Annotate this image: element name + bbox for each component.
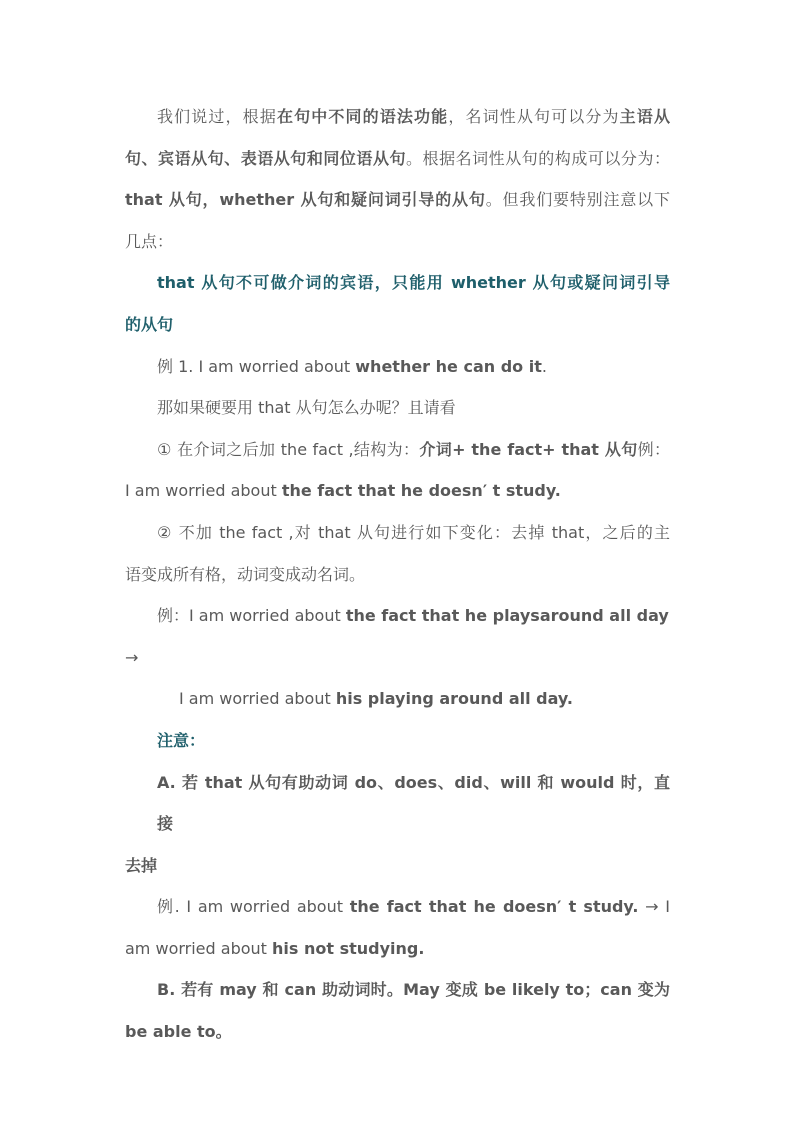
text-run: I am worried about bbox=[125, 481, 282, 501]
document-page bbox=[125, 96, 670, 1053]
rule-1-line-2 bbox=[125, 470, 670, 512]
emphasis-run: whether he can do it bbox=[355, 356, 542, 376]
example-3-line-2 bbox=[125, 928, 670, 970]
emphasis-run: 主语从 bbox=[619, 107, 670, 126]
intro-line-3 bbox=[125, 179, 670, 221]
rule-1-line-1 bbox=[125, 429, 670, 471]
note-a-line-2: 去掉 bbox=[125, 855, 158, 875]
section-heading-line-1: that 从句不可做介词的宾语，只能用 whether 从句或疑问词引导 bbox=[157, 273, 670, 293]
text-run: 。但我们要特别注意以下 bbox=[485, 190, 670, 210]
note-b-line-2: be able to。 bbox=[125, 1022, 232, 1042]
rule-2-line-1: ② 不加 the fact ,对 that 从句进行如下变化：去掉 that，之后的主 bbox=[157, 522, 670, 542]
example-1 bbox=[125, 346, 670, 388]
emphasis-run: the fact that he doesn′ t study. bbox=[349, 897, 639, 917]
text-run: 我们说过，根据 bbox=[157, 107, 277, 126]
example-2-arrow: → bbox=[125, 647, 139, 667]
example-3-line-1 bbox=[125, 886, 670, 928]
emphasis-run: his playing around all day. bbox=[335, 689, 573, 709]
text-run: ① 在介词之后加 the fact ,结构为： bbox=[157, 439, 420, 459]
text-run: I am worried about bbox=[179, 689, 336, 709]
emphasis-run: the fact that he playsaround all day bbox=[345, 606, 669, 626]
question-line: 那如果硬要用 that 从句怎么办呢？且请看 bbox=[157, 398, 456, 418]
text-run: 例 1. I am worried about bbox=[157, 356, 356, 376]
emphasis-run: 句、宾语从句、表语从句和同位语从句 bbox=[125, 148, 407, 168]
note-b-line-1: B. 若有 may 和 can 助动词时。May 变成 be likely to；can 变为 bbox=[157, 980, 670, 1000]
text-run: 例： bbox=[637, 439, 670, 459]
text-run: am worried about bbox=[125, 938, 273, 958]
text-run: 。根据名词性从句的构成可以分为： bbox=[406, 148, 670, 168]
text-run: ，名词性从句可以分为 bbox=[448, 107, 620, 126]
intro-line-1 bbox=[125, 96, 670, 138]
intro-line-4: 几点： bbox=[125, 231, 174, 251]
section-heading-line-2: 的从句 bbox=[125, 314, 174, 334]
emphasis-run: the fact that he doesn′ t study. bbox=[281, 481, 561, 501]
note-heading: 注意： bbox=[157, 730, 206, 750]
emphasis-run: that 从句，whether 从句和疑问词引导的从句 bbox=[125, 190, 486, 210]
text-run: 例：I am worried about bbox=[157, 606, 346, 626]
example-2-line-1 bbox=[125, 595, 670, 637]
example-2-line-3 bbox=[125, 678, 670, 720]
text-run: → I bbox=[638, 897, 670, 917]
emphasis-run: 介词+ the fact+ that 从句 bbox=[419, 439, 638, 459]
text-run: 例. I am worried about bbox=[157, 897, 350, 917]
note-a-line-1: A. 若 that 从句有助动词 do、does、did、will 和 would 时，直接 bbox=[157, 772, 670, 834]
emphasis-run: his not studying. bbox=[272, 938, 425, 958]
rule-2-line-2: 语变成所有格，动词变成动名词。 bbox=[125, 564, 366, 584]
intro-line-2 bbox=[125, 138, 670, 180]
text-run: . bbox=[541, 356, 547, 376]
emphasis-run: 在句中不同的语法功能 bbox=[276, 107, 449, 126]
